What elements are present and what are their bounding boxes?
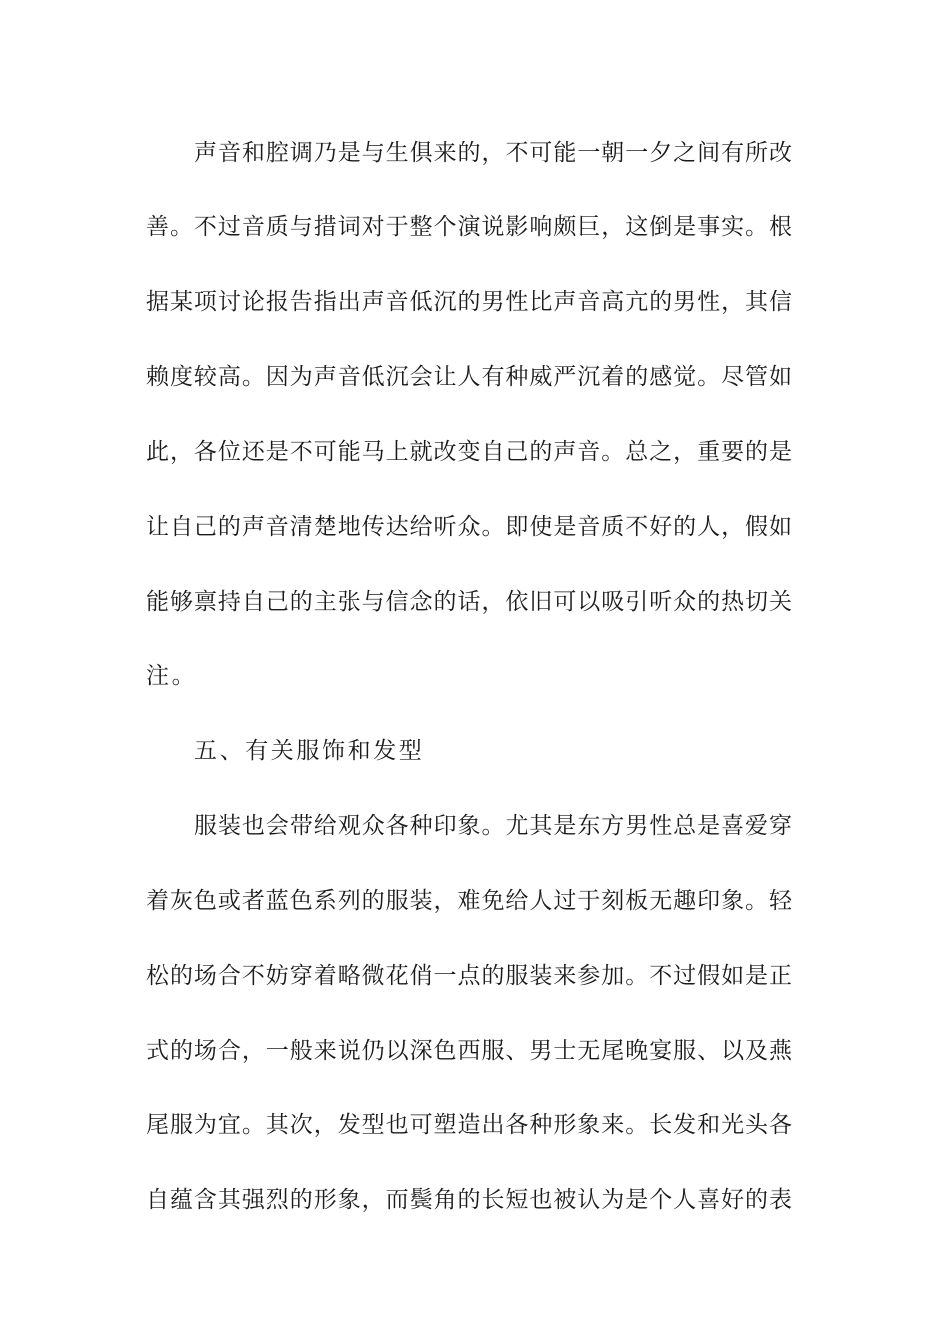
paragraph-line: 服装也会带给观众各种印象。尤其是东方男性总是喜爱穿 [194,813,792,839]
paragraph-line: 能够禀持自己的主张与信念的话，依旧可以吸引听众的热切关 [146,589,792,615]
paragraph-line: 注。 [146,663,198,689]
paragraph-line: 尾服为宜。其次，发型也可塑造出各种形象来。长发和光头各 [146,1112,792,1138]
paragraph-line: 善。不过音质与措词对于整个演说影响颇巨，这倒是事实。根 [146,214,792,240]
paragraph-line: 赖度较高。因为声音低沉会让人有种威严沉着的感觉。尽管如 [146,364,792,390]
paragraph-line: 让自己的声音清楚地传达给听众。即使是音质不好的人，假如 [146,514,792,540]
paragraph-line: 此，各位还是不可能马上就改变自己的声音。总之，重要的是 [146,439,792,465]
paragraph-line: 声音和腔调乃是与生俱来的，不可能一朝一夕之间有所改 [194,140,792,166]
paragraph-line: 松的场合不妨穿着略微花俏一点的服装来参加。不过假如是正 [146,963,792,989]
paragraph-line: 式的场合，一般来说仍以深色西服、男士无尾晚宴服、以及燕 [146,1038,792,1064]
paragraph-line: 自蕴含其强烈的形象，而鬓角的长短也被认为是个人喜好的表 [146,1187,792,1213]
paragraph-line: 据某项讨论报告指出声音低沉的男性比声音高亢的男性，其信 [146,289,792,315]
paragraph-line: 着灰色或者蓝色系列的服装，难免给人过于刻板无趣印象。轻 [146,888,792,914]
section-heading: 五、有关服饰和发型 [194,738,425,764]
